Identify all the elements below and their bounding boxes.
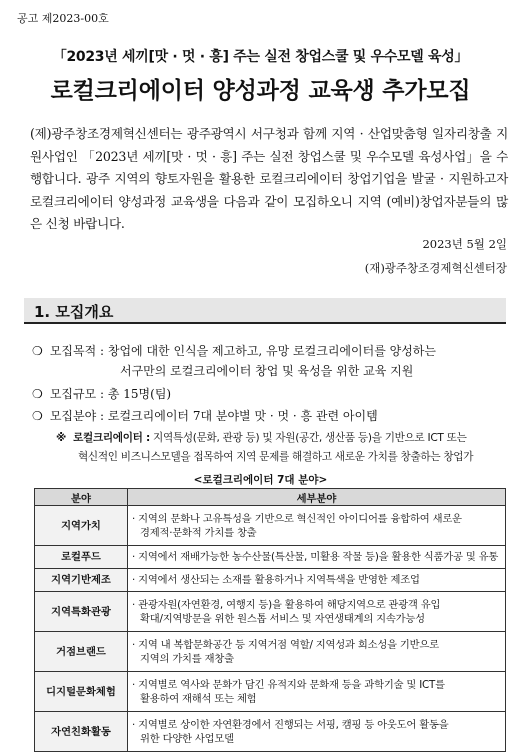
field-name: 로컬푸드 <box>35 546 128 569</box>
section-title: 1. 모집개요 <box>34 303 114 321</box>
document-subtitle: 「2023년 세끼[맛 · 멋 · 흥] 주는 실전 창업스쿨 및 우수모델 육성」 <box>52 49 469 65</box>
field-description: · 지역별로 상이한 자연환경에서 진행되는 서핑, 캠핑 등 아웃도어 활동을 위한 다양한 사업모델 <box>128 712 506 752</box>
field-description: · 관광자원(자연환경, 여행지 등)을 활용하여 해당지역으로 관광객 유입 확대/지역방문을 위한 원스톱 서비스 및 자연생태계의 지속가능성 <box>128 592 506 632</box>
header-field: 분야 <box>35 489 128 506</box>
field-description: · 지역의 문화나 고유특성을 기반으로 혁신적인 아이디어를 융합하여 새로운 경제적·문화적 가치를 창출 <box>128 506 506 546</box>
notice-number: 공고 제2023-00호 <box>17 12 109 25</box>
field-name: 거점브랜드 <box>35 632 128 672</box>
table-row <box>35 592 506 632</box>
note-term: 로컬크리에이터 : <box>73 432 150 444</box>
table-header-row <box>35 489 506 506</box>
table-row <box>35 506 506 546</box>
bullet-scale <box>32 384 171 404</box>
bullet-scale-text: 모집규모 : 총 15명(팀) <box>49 387 172 401</box>
bullet-purpose <box>32 341 508 361</box>
definition-note <box>56 428 514 448</box>
intro-paragraph: (제)광주창조경제혁신센터는 광주광역시 서구청과 함께 지역 · 산업맞춤형 일자리창출 지원사업인 「2023년 세끼[맛 · 멋 · 흥] 주는 실전 창업스쿨 및 우수모델 육성사업」을 수행합니다. 광주 지역의 향토자원을 활용한 로컬크리에이터 창업기업을 발굴 · 지원하고자 로컬크리에이터 양성과정 교육생을 다음과 같이 모집하오니 지역 (예비)창업자분들의 많은 신청 바랍니다. <box>30 126 508 232</box>
issuing-organization: (재)광주창조경제혁신센터장 <box>364 261 507 275</box>
field-description: · 지역 내 복합문화공간 등 지역거점 역할/ 지역성과 희소성을 기반으로 지역의 가치를 재창출 <box>128 632 506 672</box>
field-description: · 지역에서 재배가능한 농수산물(특산물, 미활용 작물 등)을 활용한 식품가공 및 유통 <box>128 546 506 569</box>
table-caption: <로컬크리에이터 7대 분야> <box>193 474 328 486</box>
bullet-field <box>32 406 378 426</box>
field-description: · 지역에서 생산되는 소재를 활용하거나 지역특색을 반영한 제조업 <box>128 569 506 592</box>
note-text: 지역특성(문화, 관광 등) 및 자원(공간, 생산품 등)을 기반으로 ICT 또는 <box>153 432 467 444</box>
table-row <box>35 546 506 569</box>
local-creator-fields-table <box>34 488 506 752</box>
field-description: · 지역별로 역사와 문화가 담긴 유적지와 문화재 등을 과학기술 및 ICT를 활용하여 재해석 또는 체험 <box>128 672 506 712</box>
field-name: 자연친화활동 <box>35 712 128 752</box>
table-row <box>35 712 506 752</box>
circle-bullet-icon: ❍ <box>32 409 43 423</box>
bullet-purpose-text: 모집목적 : 창업에 대한 인식을 제고하고, 유망 로컬크리에이터를 양성하는 <box>49 344 436 358</box>
reference-mark-icon: ※ <box>56 432 66 444</box>
bullet-field-text: 모집분야 : 로컬크리에이터 7대 분야별 맛 · 멋 · 흥 관련 아이템 <box>49 409 378 423</box>
note-continuation: 혁신적인 비즈니스모델을 접목하여 지역 문제를 해결하고 새로운 가치를 창출하는 창업가 <box>78 451 474 463</box>
section-header-recruit-overview <box>24 298 506 324</box>
field-name: 지역기반제조 <box>35 569 128 592</box>
notice-date: 2023년 5월 2일 <box>422 237 507 251</box>
field-name: 디지털문화체험 <box>35 672 128 712</box>
field-name: 지역특화관광 <box>35 592 128 632</box>
table-row <box>35 632 506 672</box>
table-row <box>35 672 506 712</box>
table-row <box>35 569 506 592</box>
document-title: 로컬크리에이터 양성과정 교육생 추가모집 <box>50 78 471 104</box>
bullet-purpose-continuation: 서구만의 로컬크리에이터 창업 및 육성을 위한 교육 지원 <box>120 364 414 378</box>
header-detail: 세부분야 <box>128 489 506 506</box>
circle-bullet-icon: ❍ <box>32 344 43 358</box>
field-name: 지역가치 <box>35 506 128 546</box>
circle-bullet-icon: ❍ <box>32 387 43 401</box>
